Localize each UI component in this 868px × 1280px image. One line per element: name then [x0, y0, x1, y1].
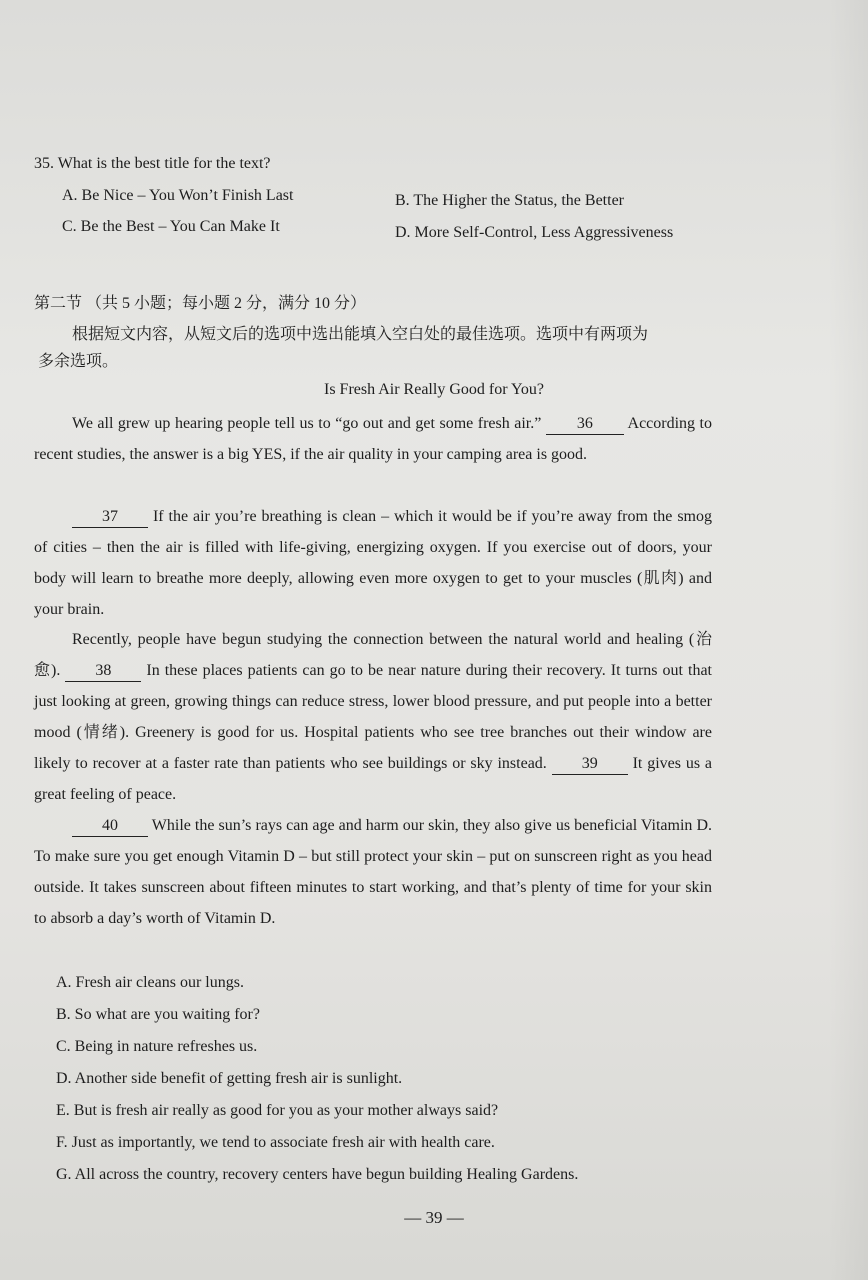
answer-choices [56, 970, 578, 1194]
paragraph-1 [34, 408, 712, 470]
blank-37: 37 [72, 507, 148, 528]
paragraph-4 [34, 810, 712, 934]
choice-c: C. Being in nature refreshes us. [56, 1038, 258, 1055]
question-35-option-c: C. Be the Best – You Can Make It [62, 218, 280, 235]
blank-39: 39 [552, 754, 628, 775]
paragraph-3-text-a: Recently, people have begun studying the connection between the natural world and healing (治愈). [34, 631, 712, 679]
passage-title: Is Fresh Air Really Good for You? [324, 381, 544, 398]
question-35-option-b: B. The Higher the Status, the Better [395, 192, 624, 209]
blank-38: 38 [65, 661, 141, 682]
blank-36: 36 [546, 414, 624, 435]
section-heading: 第二节 （共 5 小题；每小题 2 分，满分 10 分） [34, 295, 367, 312]
question-35-option-a: A. Be Nice – You Won’t Finish Last [62, 187, 294, 204]
page-number: — 39 — [404, 1208, 464, 1227]
page-shadow [828, 0, 868, 1280]
section-instruction-line1: 根据短文内容，从短文后的选项中选出能填入空白处的最佳选项。选项中有两项为 [72, 326, 649, 343]
choice-b: B. So what are you waiting for? [56, 1006, 260, 1023]
paragraph-1-text-b: According to recent studies, the answer is a big YES, if the air quality in your camping area is good. [34, 415, 713, 463]
question-35-option-d: D. More Self-Control, Less Aggressiveness [395, 224, 674, 241]
paragraph-3 [34, 624, 712, 810]
choice-g: G. All across the country, recovery centers have begun building Healing Gardens. [56, 1166, 579, 1183]
paragraph-4-text: While the sun’s rays can age and harm our skin, they also give us beneficial Vitamin D. To make sure you get enough Vitamin D – but still protect your skin – put on sunscreen right as you head outside. It takes sunscreen about fifteen minutes to start working, and that’s plenty of time for your skin to absorb a day’s worth of Vitamin D. [34, 817, 712, 927]
choice-a: A. Fresh air cleans our lungs. [56, 974, 244, 991]
blank-40: 40 [72, 816, 148, 837]
question-35-stem: 35. What is the best title for the text? [34, 155, 271, 172]
choice-f: F. Just as importantly, we tend to associate fresh air with health care. [56, 1134, 495, 1151]
paragraph-3-text-c: It gives us a great feeling of peace. [34, 755, 713, 803]
paragraph-3-text-b: In these places patients can go to be near nature during their recovery. It turns out that just looking at green, growing things can reduce stress, lower blood pressure, and put people into a better mood (情绪). Greenery is good for us. Hospital patients who see tree branches out their window are likely to recover at a faster rate than patients who see buildings or sky instead. [34, 662, 712, 772]
paragraph-2 [34, 501, 712, 625]
section-instruction-line2: 多余选项。 [38, 353, 119, 370]
choice-e: E. But is fresh air really as good for you as your mother always said? [56, 1102, 499, 1119]
choice-d: D. Another side benefit of getting fresh air is sunlight. [56, 1070, 403, 1087]
paragraph-2-text: If the air you’re breathing is clean – which it would be if you’re away from the smog of cities – then the air is filled with life-giving, energizing oxygen. If you exercise out of doors, your body will learn to breathe more deeply, allowing even more oxygen to get to your muscles (肌肉) and your brain. [34, 508, 713, 618]
paragraph-1-text-a: We all grew up hearing people tell us to “go out and get some fresh air.” [72, 415, 542, 432]
